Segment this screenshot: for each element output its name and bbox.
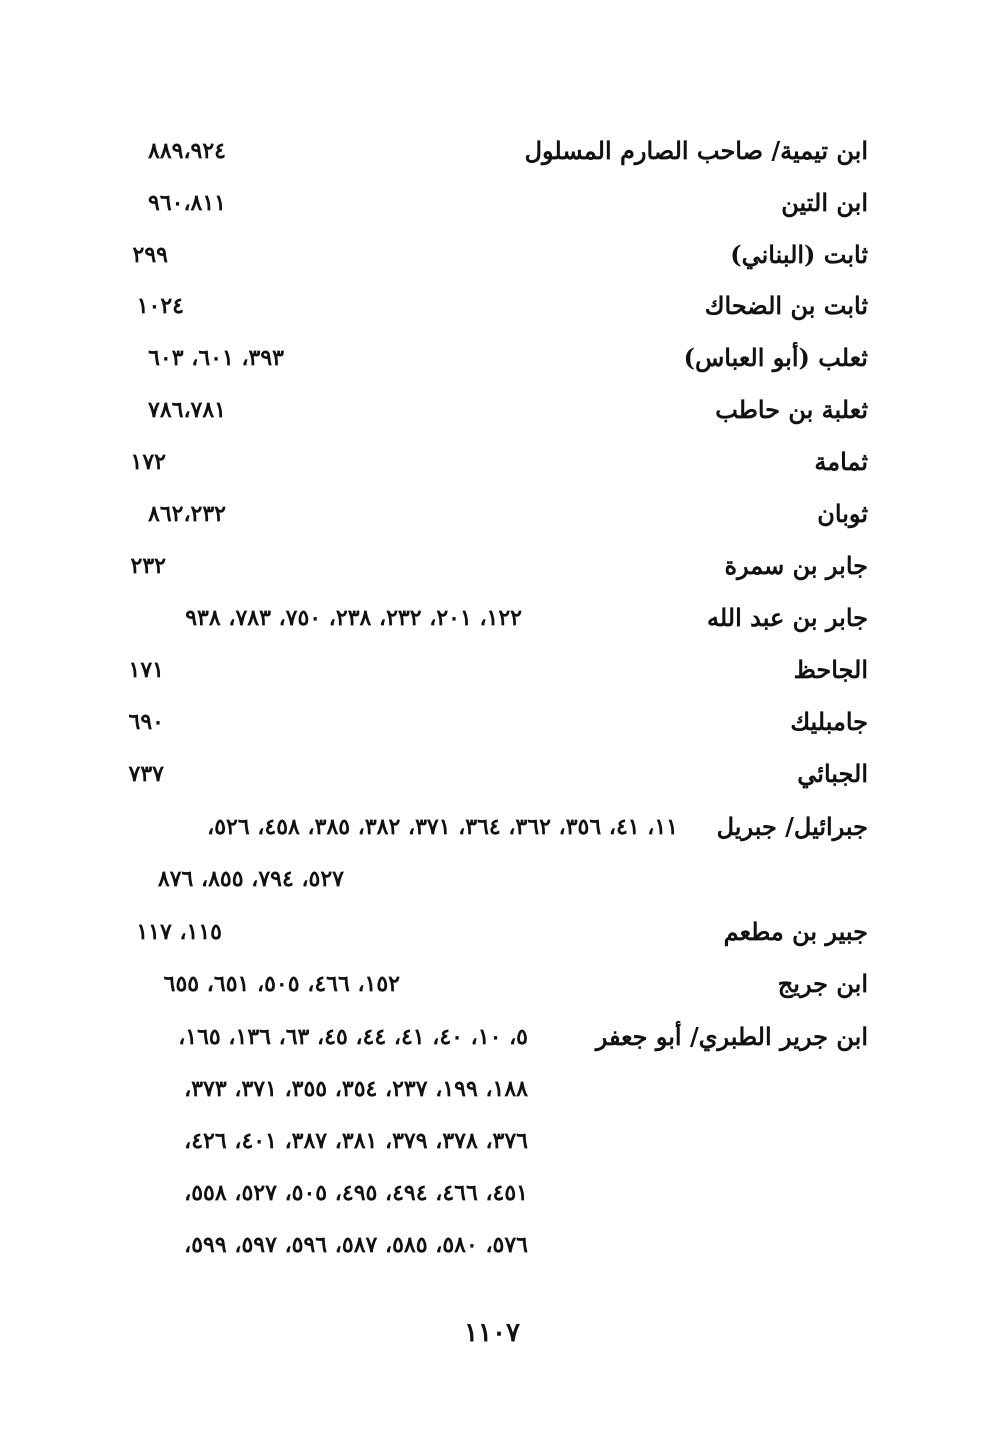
entry-pages: ١١٥، ١١٧ — [136, 919, 222, 945]
index-entry — [0, 338, 984, 378]
index-entry-continuation — [0, 859, 984, 899]
entry-name: جابر بن عبد الله — [706, 603, 868, 632]
entry-name: جبير بن مطعم — [723, 917, 868, 946]
entry-pages: ٢٩٩ — [132, 242, 168, 268]
entry-name: الجاحظ — [793, 655, 868, 684]
index-entry — [0, 598, 984, 638]
index-entry — [0, 964, 984, 1004]
entry-pages: ٤٥١، ٤٦٦، ٤٩٤، ٤٩٥، ٥٠٥، ٥٢٧، ٥٥٨، — [184, 1180, 528, 1206]
index-entry — [0, 131, 984, 171]
entry-pages: ١٢٢، ٢٠١، ٢٣٢، ٢٣٨، ٧٥٠، ٧٨٣، ٩٣٨ — [185, 605, 522, 631]
entry-name: ثابت بن الضحاك — [704, 291, 868, 320]
entry-pages: ٨٦٢،٢٣٢ — [148, 501, 226, 527]
index-entry — [0, 390, 984, 430]
entry-pages: ١٧١ — [128, 657, 164, 683]
index-entry — [0, 183, 984, 223]
entry-pages: ١٧٢ — [130, 449, 166, 475]
page-number: ١١٠٧ — [464, 1318, 520, 1348]
index-entry-continuation — [0, 1225, 984, 1265]
entry-pages: ١٥٢، ٤٦٦، ٥٠٥، ٦٥١، ٦٥٥ — [163, 971, 400, 997]
index-entry — [0, 1017, 984, 1057]
index-entry — [0, 912, 984, 952]
index-entry-continuation — [0, 1069, 984, 1109]
entry-pages: ٢٣٢ — [130, 553, 166, 579]
index-entry-continuation — [0, 1173, 984, 1213]
index-entry — [0, 807, 984, 847]
index-entry — [0, 494, 984, 534]
entry-pages: ٨٨٩،٩٢٤ — [148, 138, 226, 164]
entry-pages: ٧٨٦،٧٨١ — [148, 397, 226, 423]
entry-name: ثعلبة بن حاطب — [715, 395, 868, 424]
entry-name: ثابت (البناني) — [730, 240, 868, 269]
entry-name: ثعلب (أبو العباس) — [683, 343, 868, 372]
entry-pages: ٣٩٣، ٦٠١، ٦٠٣ — [148, 345, 284, 371]
index-entry — [0, 442, 984, 482]
entry-name: ابن جرير الطبري/ أبو جعفر — [595, 1022, 868, 1051]
index-entry — [0, 702, 984, 742]
entry-pages: ٣٧٦، ٣٧٨، ٣٧٩، ٣٨١، ٣٨٧، ٤٠١، ٤٢٦، — [184, 1128, 528, 1154]
entry-name: جابر بن سمرة — [724, 551, 868, 580]
entry-pages: ٧٣٧ — [128, 761, 164, 787]
index-entry — [0, 754, 984, 794]
entry-name: ابن التين — [781, 188, 868, 217]
entry-name: جامبليك — [790, 707, 868, 736]
index-entry — [0, 286, 984, 326]
index-entry — [0, 235, 984, 275]
entry-pages: ٥، ١٠، ٤٠، ٤١، ٤٤، ٤٥، ٦٣، ١٣٦، ١٦٥، — [178, 1024, 528, 1050]
entry-pages: ١١، ٤١، ٣٥٦، ٣٦٢، ٣٦٤، ٣٧١، ٣٨٢، ٣٨٥، ٤٥٨، ٥٢٦، — [207, 814, 678, 840]
entry-name: ثمامة — [814, 447, 868, 476]
entry-pages: ١٨٨، ١٩٩، ٢٣٧، ٣٥٤، ٣٥٥، ٣٧١، ٣٧٣، — [184, 1076, 528, 1102]
entry-pages: ٥٧٦، ٥٨٠، ٥٨٥، ٥٨٧، ٥٩٦، ٥٩٧، ٥٩٩، — [184, 1232, 528, 1258]
index-entry — [0, 546, 984, 586]
entry-name: ثوبان — [817, 499, 868, 528]
entry-name: ابن جريج — [777, 969, 868, 998]
index-entry — [0, 650, 984, 690]
entry-pages: ٩٦٠،٨١١ — [148, 190, 226, 216]
entry-pages: ٦٩٠ — [128, 709, 164, 735]
entry-name: الجبائي — [797, 759, 868, 788]
entry-name: جبرائيل/ جبريل — [716, 812, 868, 841]
entry-name: ابن تيمية/ صاحب الصارم المسلول — [524, 136, 868, 165]
entry-pages: ٥٢٧، ٧٩٤، ٨٥٥، ٨٧٦ — [157, 866, 344, 892]
entry-pages: ١٠٢٤ — [136, 293, 184, 319]
index-entry-continuation — [0, 1121, 984, 1161]
